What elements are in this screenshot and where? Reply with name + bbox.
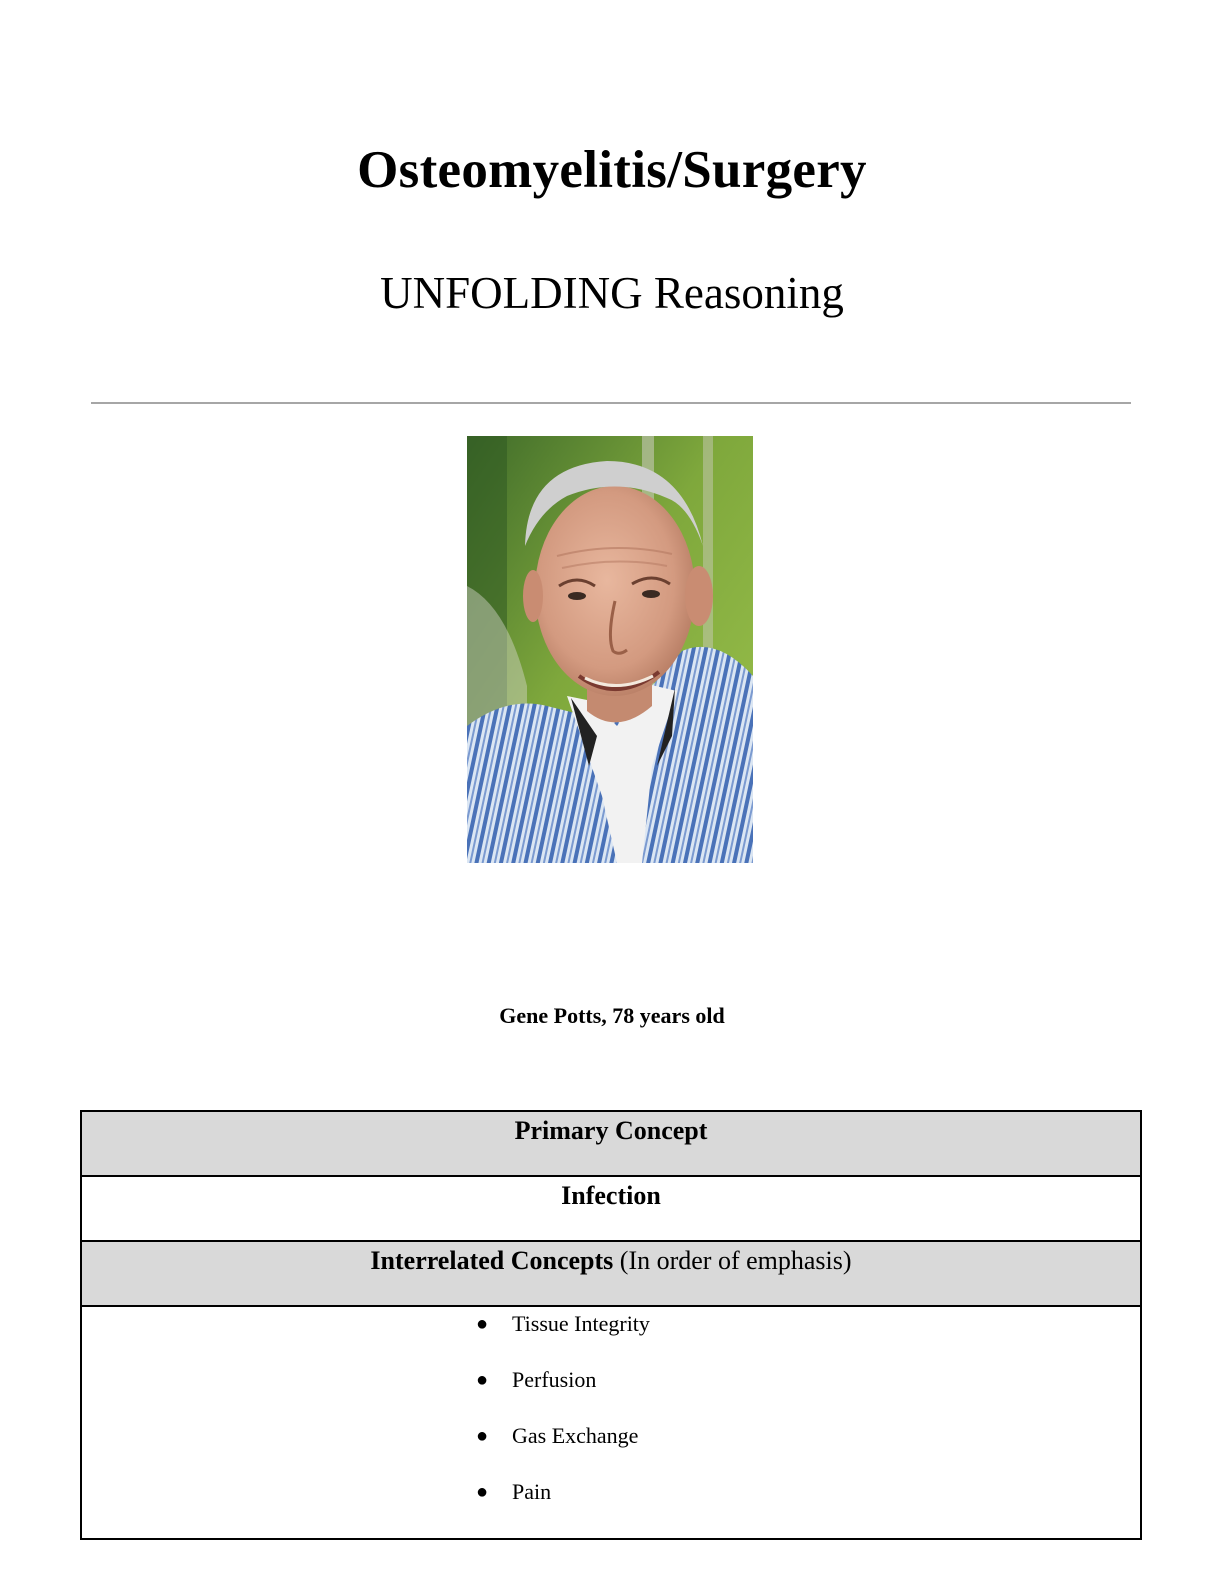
list-item: [476, 1422, 650, 1478]
concept-table: [80, 1110, 1142, 1540]
list-item: [476, 1310, 650, 1366]
bullet-icon: ●: [476, 1425, 489, 1447]
primary-concept-header-row: [82, 1112, 1140, 1177]
bullet-icon: ●: [476, 1369, 489, 1391]
list-item-label: Pain: [512, 1479, 552, 1504]
primary-concept-value-row: [82, 1177, 1140, 1242]
list-item: [476, 1366, 650, 1422]
bullet-icon: ●: [476, 1313, 489, 1335]
interrelated-concepts-list-row: [82, 1307, 1140, 1538]
elderly-man-portrait-icon: [467, 436, 753, 863]
interrelated-concepts-header: Interrelated Concepts: [370, 1246, 614, 1275]
patient-caption: Gene Potts, 78 years old: [499, 1003, 725, 1028]
interrelated-concepts-list: [476, 1310, 650, 1534]
bullet-icon: ●: [476, 1481, 489, 1503]
list-item-label: Perfusion: [512, 1367, 597, 1392]
document-subtitle: UNFOLDING Reasoning: [380, 268, 844, 318]
list-item: [476, 1478, 650, 1534]
horizontal-divider: [91, 402, 1131, 404]
list-item-label: Gas Exchange: [512, 1423, 639, 1448]
patient-photo: [467, 436, 753, 863]
list-item-label: Tissue Integrity: [512, 1311, 650, 1336]
document-title: Osteomyelitis/Surgery: [357, 141, 867, 199]
interrelated-concepts-header-row: [82, 1242, 1140, 1307]
primary-concept-header: Primary Concept: [514, 1116, 708, 1145]
primary-concept-value: Infection: [561, 1181, 661, 1210]
interrelated-concepts-note: (In order of emphasis): [613, 1246, 852, 1275]
